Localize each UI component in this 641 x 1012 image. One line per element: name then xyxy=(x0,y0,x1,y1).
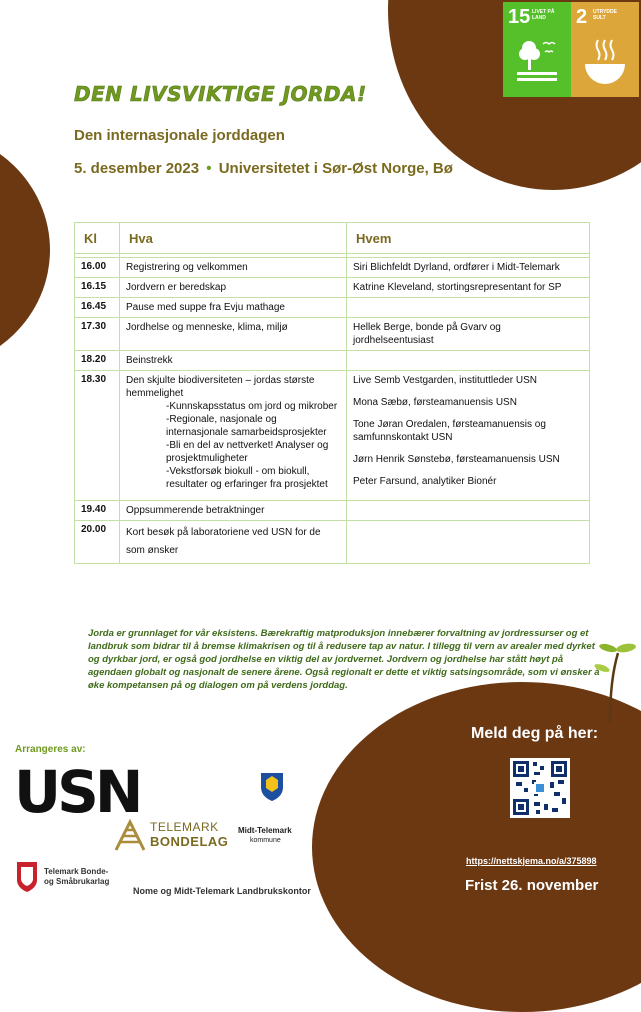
session-subitem: -Bli en del av nettverket! Analyser og prosjektmuligheter xyxy=(166,440,329,464)
session-subitem: -Kunnskapsstatus om jord og mikrober xyxy=(166,401,338,412)
event-subtitle: Den internasjonale jorddagen xyxy=(74,127,285,144)
intro-paragraph: Jorda er grunnlaget for vår eksistens. Bærekraftig matproduksjon innebærer forvaltning av jordressurser og et landbruk som bidrar til å bremse klimakrisen og til å redusere tap av natur. I tillegg til vern av arealer med dyrket og dyrkbar jord, er også god jordhelse en viktig del av jordvernet. Jordvern og jordhelse har stått høyt på agendaen globalt og nasjonalt de senere årene. Også regionalt er dette et viktig satsingsområde, som vi ønsker å øke kompetansen på og dialogen om på verdens jorddag. xyxy=(88,628,600,691)
sdg-15-badge xyxy=(503,2,571,97)
row-who xyxy=(347,521,590,564)
municipality-shield-icon xyxy=(260,772,284,802)
telemark-bondelag-logo: BONDELAG xyxy=(150,834,229,849)
nbs-shield-icon xyxy=(16,861,38,893)
speaker: Tone Jøran Oredalen, førsteamanuensis og samfunnskontakt USN xyxy=(353,419,546,443)
sdg-badges xyxy=(503,2,640,97)
row-who xyxy=(347,371,590,501)
row-what: Pause med suppe fra Evju mathage xyxy=(120,298,347,318)
signup-link[interactable]: https://nettskjema.no/a/375898 xyxy=(466,856,597,866)
wheat-icon xyxy=(112,818,148,854)
row-time: 16.15 xyxy=(75,278,120,298)
session-subitem: -Regionale, nasjonale og internasjonale samarbeidsprosjekter xyxy=(166,414,327,438)
nbs-logo-text: Telemark Bonde- xyxy=(44,867,109,876)
soup-bowl-icon xyxy=(583,34,627,89)
qr-code-icon[interactable] xyxy=(510,758,570,818)
table-row xyxy=(75,351,590,371)
office-name: Nome og Midt-Telemark Landbrukskontor xyxy=(133,886,311,896)
row-time: 16.45 xyxy=(75,298,120,318)
speaker: Live Semb Vestgarden, instituttleder USN xyxy=(353,375,537,386)
row-what: Jordhelse og menneske, klima, miljø xyxy=(120,318,347,351)
sdg-label: LAND xyxy=(532,15,546,21)
sdg-number: 2 xyxy=(576,6,588,28)
event-date: 5. desember 2023 xyxy=(74,160,200,177)
row-who: Katrine Kleveland, stortingsrepresentant for SP xyxy=(347,278,590,298)
table-row xyxy=(75,278,590,298)
sdg-label: SULT xyxy=(593,15,606,21)
row-what: Registrering og velkommen xyxy=(120,258,347,278)
row-time: 16.00 xyxy=(75,258,120,278)
sdg-2-badge xyxy=(571,2,639,97)
bullet-separator: • xyxy=(206,160,212,177)
row-what: Oppsummerende betraktninger xyxy=(120,501,347,521)
sprout-icon xyxy=(588,638,638,723)
column-header-who: Hvem xyxy=(347,223,590,254)
row-who: Siri Blichfeldt Dyrland, ordfører i Midt-Telemark xyxy=(347,258,590,278)
decorative-brown-circle-left xyxy=(0,130,50,370)
speaker: Peter Farsund, analytiker Bionér xyxy=(353,476,497,487)
row-who xyxy=(347,298,590,318)
row-time: 19.40 xyxy=(75,501,120,521)
row-who xyxy=(347,501,590,521)
sdg-label: UTRYDDE xyxy=(593,9,617,15)
telemark-bondelag-logo: TELEMARK xyxy=(150,820,219,834)
signup-deadline: Frist 26. november xyxy=(465,877,599,894)
column-header-time: Kl xyxy=(75,223,120,254)
row-what: Beinstrekk xyxy=(120,351,347,371)
row-what: Kort besøk på laboratoriene ved USN for de som ønsker xyxy=(120,521,347,564)
nbs-logo-text: og Småbrukarlag xyxy=(44,877,110,886)
row-time: 20.00 xyxy=(75,521,120,564)
midt-telemark-logo: kommune xyxy=(250,837,281,844)
sdg-label: LIVET PÅ xyxy=(532,9,555,15)
table-row xyxy=(75,318,590,351)
table-row xyxy=(75,521,590,564)
signup-heading: Meld deg på her: xyxy=(471,725,599,742)
table-header-row xyxy=(75,223,590,254)
table-row xyxy=(75,258,590,278)
row-time: 18.30 xyxy=(75,371,120,501)
midt-telemark-logo: Midt-Telemark xyxy=(238,826,292,835)
column-header-what: Hva xyxy=(120,223,347,254)
row-who: Hellek Berge, bonde på Gvarv og jordhelseentusiast xyxy=(347,318,590,351)
tree-bird-icon xyxy=(515,34,559,89)
row-time: 18.20 xyxy=(75,351,120,371)
page-title: DEN LIVSVIKTIGE JORDA! xyxy=(74,82,367,106)
date-location-line xyxy=(74,160,453,177)
session-title: Den skjulte biodiversiteten – jordas største hemmelighet xyxy=(126,375,315,399)
sdg-number: 15 xyxy=(508,6,531,28)
organizers-label: Arrangeres av: xyxy=(15,744,86,755)
event-location: Universitetet i Sør-Øst Norge, Bø xyxy=(218,160,453,177)
row-time: 17.30 xyxy=(75,318,120,351)
table-row xyxy=(75,298,590,318)
usn-logo: USN xyxy=(14,758,140,826)
program-table xyxy=(74,222,590,564)
session-subitem: -Vekstforsøk biokull - om biokull, resultater og erfaringer fra prosjektet xyxy=(166,466,328,490)
row-what: Jordvern er beredskap xyxy=(120,278,347,298)
table-row xyxy=(75,501,590,521)
speaker: Mona Sæbø, førsteamanuensis USN xyxy=(353,397,517,408)
row-who xyxy=(347,351,590,371)
speaker: Jørn Henrik Sønstebø, førsteamanuensis USN xyxy=(353,454,560,465)
row-what xyxy=(120,371,347,501)
table-row xyxy=(75,371,590,501)
